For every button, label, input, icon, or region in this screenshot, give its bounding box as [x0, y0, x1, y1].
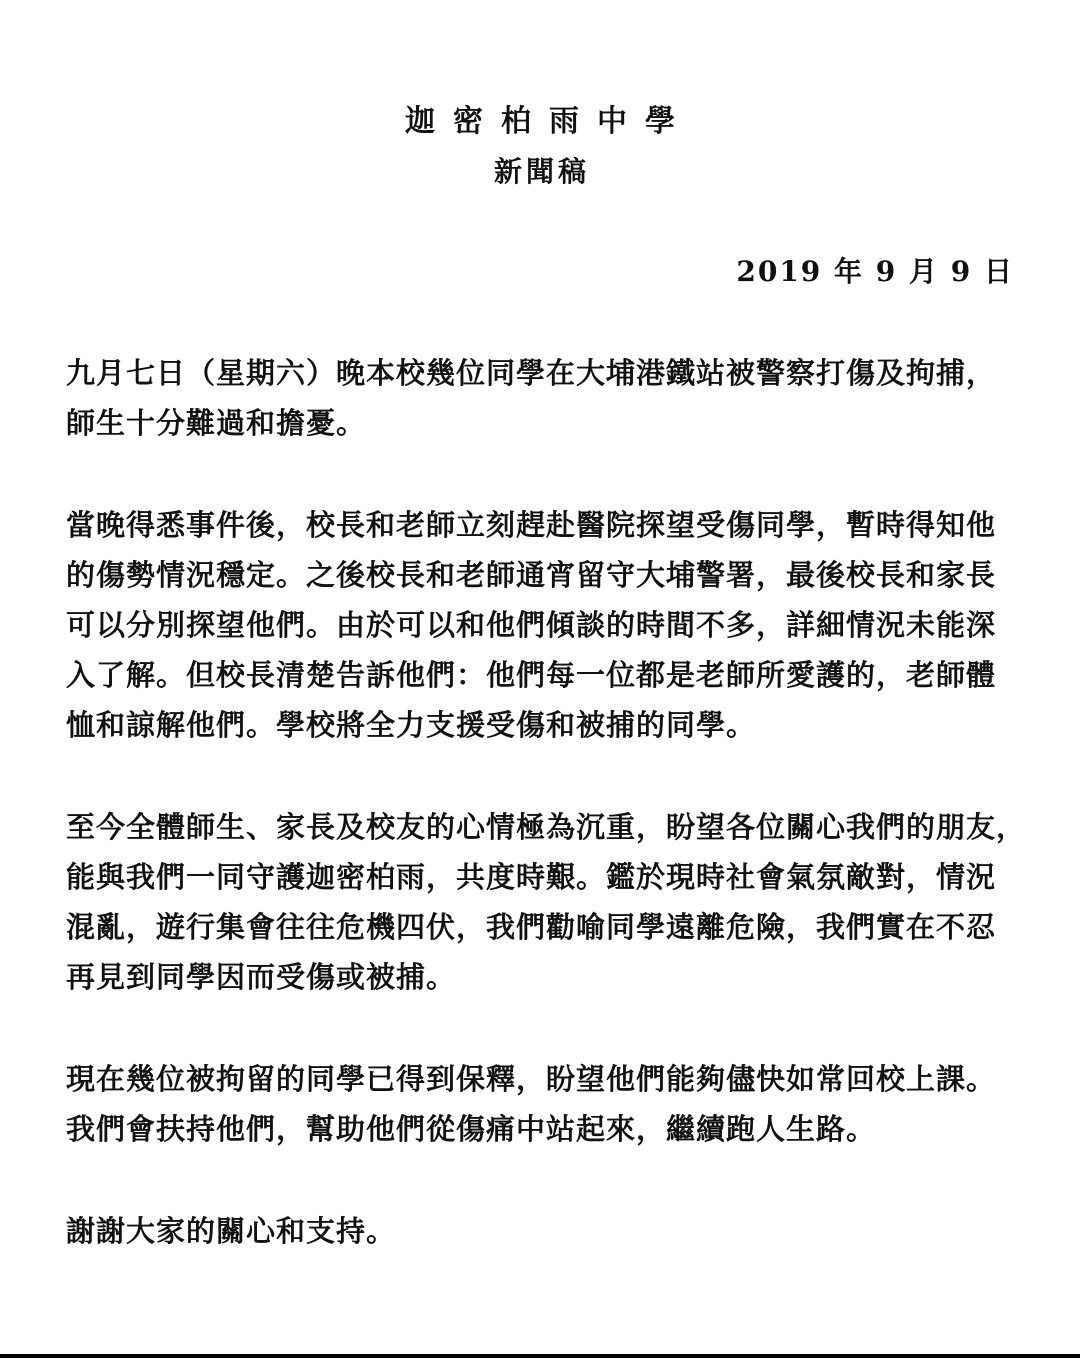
paragraph-line: 再見到同學因而受傷或被捕。	[66, 960, 457, 994]
press-release-body	[66, 348, 1028, 1308]
paragraph-line: 可以分別探望他們。由於可以和他們傾談的時間不多，詳細情況未能深	[66, 608, 997, 642]
paragraph-5	[66, 1206, 1028, 1256]
paragraph-line: 我們會扶持他們，幫助他們從傷痛中站起來，繼續跑人生路。	[66, 1112, 877, 1146]
release-date: 2019 年 9 月 9 日	[736, 255, 1014, 288]
paragraph-line: 師生十分難過和擔憂。	[66, 406, 367, 440]
bottom-border-line	[0, 1354, 1080, 1358]
paragraph-line: 謝謝大家的關心和支持。	[66, 1214, 397, 1248]
document-type-heading: 新聞稿	[493, 155, 590, 188]
paragraph-line: 現在幾位被拘留的同學已得到保釋，盼望他們能夠儘快如常回校上課。	[66, 1062, 997, 1096]
paragraph-1	[66, 348, 1028, 448]
paragraph-line: 九月七日（星期六）晚本校幾位同學在大埔港鐵站被警察打傷及拘捕，	[66, 356, 997, 390]
paragraph-line: 至今全體師生、家長及校友的心情極為沉重，盼望各位關心我們的朋友，	[66, 810, 1027, 844]
paragraph-line: 能與我們一同守護迦密柏雨，共度時艱。鑑於現時社會氣氛敵對，情況	[66, 860, 997, 894]
paragraph-line: 混亂，遊行集會往往危機四伏，我們勸喻同學遠離危險，我們實在不忍	[66, 910, 997, 944]
paragraph-4	[66, 1054, 1028, 1154]
paragraph-2	[66, 500, 1028, 750]
paragraph-line: 的傷勢情況穩定。之後校長和老師通宵留守大埔警署，最後校長和家長	[66, 558, 997, 592]
paragraph-line: 恤和諒解他們。學校將全力支援受傷和被捕的同學。	[66, 708, 757, 742]
school-name-heading: 迦密柏雨中學	[405, 104, 693, 139]
paragraph-3	[66, 802, 1028, 1002]
paragraph-line: 入了解。但校長清楚告訴他們：他們每一位都是老師所愛護的，老師體	[66, 658, 997, 692]
paragraph-line: 當晚得悉事件後，校長和老師立刻趕赴醫院探望受傷同學，暫時得知他	[66, 508, 997, 542]
